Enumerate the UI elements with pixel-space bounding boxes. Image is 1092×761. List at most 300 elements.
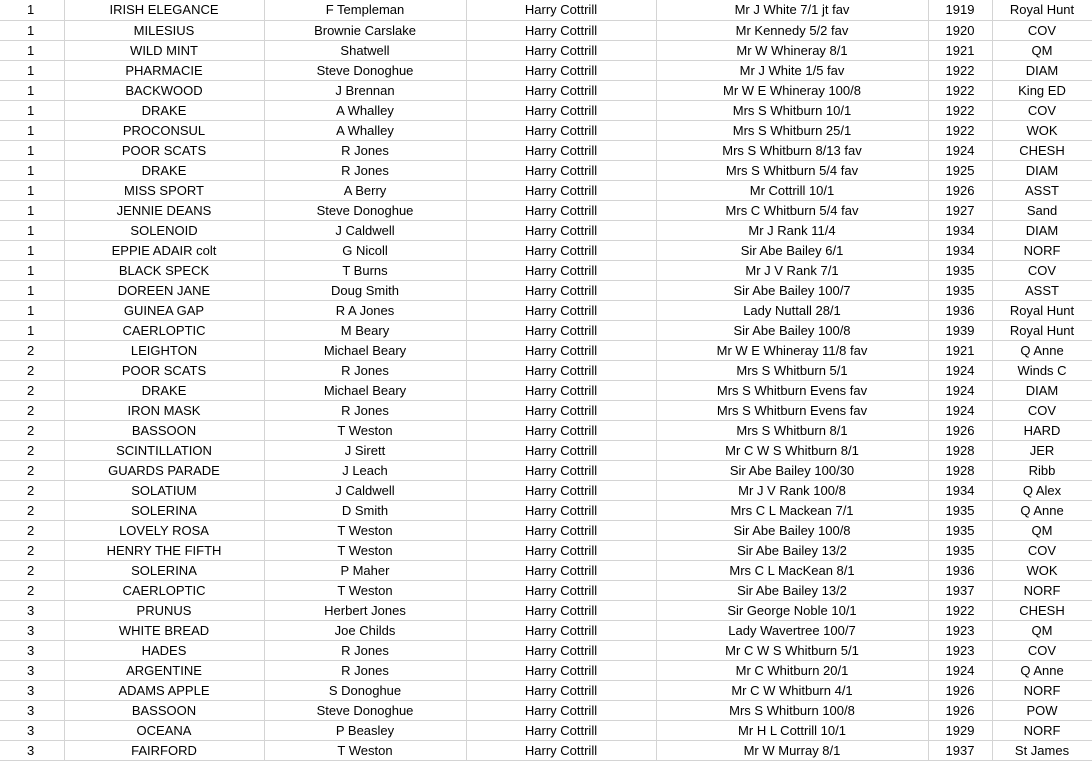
- horse-cell[interactable]: CAERLOPTIC: [64, 321, 264, 341]
- position-cell[interactable]: 1: [0, 301, 64, 321]
- position-cell[interactable]: 2: [0, 481, 64, 501]
- jockey-cell[interactable]: A Berry: [264, 181, 466, 201]
- race-cell[interactable]: ASST: [992, 281, 1092, 301]
- race-cell[interactable]: QM: [992, 41, 1092, 61]
- position-cell[interactable]: 1: [0, 181, 64, 201]
- trainer-cell[interactable]: Harry Cottrill: [466, 461, 656, 481]
- trainer-cell[interactable]: Harry Cottrill: [466, 301, 656, 321]
- position-cell[interactable]: 2: [0, 381, 64, 401]
- race-cell[interactable]: Sand: [992, 201, 1092, 221]
- table-row: [0, 721, 1092, 741]
- race-cell[interactable]: NORF: [992, 721, 1092, 741]
- horse-cell[interactable]: BLACK SPECK: [64, 261, 264, 281]
- owner-odds-cell[interactable]: Mr W Whineray 8/1: [656, 41, 928, 61]
- race-cell[interactable]: QM: [992, 621, 1092, 641]
- race-cell[interactable]: Q Anne: [992, 341, 1092, 361]
- table-row: [0, 181, 1092, 201]
- year-cell[interactable]: 1939: [928, 321, 992, 341]
- table-row: [0, 161, 1092, 181]
- jockey-cell[interactable]: P Beasley: [264, 721, 466, 741]
- race-cell[interactable]: COV: [992, 261, 1092, 281]
- owner-odds-cell[interactable]: Mr C W Whitburn 4/1: [656, 681, 928, 701]
- race-cell[interactable]: COV: [992, 641, 1092, 661]
- table-row: [0, 681, 1092, 701]
- position-cell[interactable]: 3: [0, 661, 64, 681]
- race-cell[interactable]: CHESH: [992, 601, 1092, 621]
- year-cell[interactable]: 1922: [928, 101, 992, 121]
- owner-odds-cell[interactable]: Lady Wavertree 100/7: [656, 621, 928, 641]
- jockey-cell[interactable]: Michael Beary: [264, 381, 466, 401]
- table-row: [0, 461, 1092, 481]
- jockey-cell[interactable]: Steve Donoghue: [264, 701, 466, 721]
- position-cell[interactable]: 2: [0, 341, 64, 361]
- trainer-cell[interactable]: Harry Cottrill: [466, 621, 656, 641]
- jockey-cell[interactable]: D Smith: [264, 501, 466, 521]
- owner-odds-cell[interactable]: Sir Abe Bailey 13/2: [656, 581, 928, 601]
- table-row: [0, 41, 1092, 61]
- race-cell[interactable]: POW: [992, 701, 1092, 721]
- year-cell[interactable]: 1922: [928, 61, 992, 81]
- trainer-cell[interactable]: Harry Cottrill: [466, 61, 656, 81]
- table-row: [0, 101, 1092, 121]
- race-cell[interactable]: Q Anne: [992, 501, 1092, 521]
- year-cell[interactable]: 1926: [928, 701, 992, 721]
- year-cell[interactable]: 1926: [928, 421, 992, 441]
- owner-odds-cell[interactable]: Mrs C Whitburn 5/4 fav: [656, 201, 928, 221]
- race-cell[interactable]: DIAM: [992, 221, 1092, 241]
- year-cell[interactable]: 1934: [928, 481, 992, 501]
- horse-cell[interactable]: LOVELY ROSA: [64, 521, 264, 541]
- trainer-cell[interactable]: Harry Cottrill: [466, 521, 656, 541]
- jockey-cell[interactable]: P Maher: [264, 561, 466, 581]
- jockey-cell[interactable]: T Weston: [264, 541, 466, 561]
- trainer-cell[interactable]: Harry Cottrill: [466, 181, 656, 201]
- race-cell[interactable]: Q Anne: [992, 661, 1092, 681]
- owner-odds-cell[interactable]: Mr Kennedy 5/2 fav: [656, 21, 928, 41]
- owner-odds-cell[interactable]: Mrs S Whitburn 8/13 fav: [656, 141, 928, 161]
- race-cell[interactable]: NORF: [992, 241, 1092, 261]
- owner-odds-cell[interactable]: Mr C W S Whitburn 8/1: [656, 441, 928, 461]
- trainer-cell[interactable]: Harry Cottrill: [466, 361, 656, 381]
- owner-odds-cell[interactable]: Mrs C L Mackean 7/1: [656, 501, 928, 521]
- position-cell[interactable]: 2: [0, 561, 64, 581]
- position-cell[interactable]: 1: [0, 321, 64, 341]
- table-row: [0, 81, 1092, 101]
- table-row: [0, 241, 1092, 261]
- position-cell[interactable]: 2: [0, 541, 64, 561]
- table-row: [0, 501, 1092, 521]
- horse-cell[interactable]: JENNIE DEANS: [64, 201, 264, 221]
- trainer-cell[interactable]: Harry Cottrill: [466, 261, 656, 281]
- horse-cell[interactable]: HADES: [64, 641, 264, 661]
- race-cell[interactable]: Royal Hunt: [992, 321, 1092, 341]
- owner-odds-cell[interactable]: Mrs S Whitburn 10/1: [656, 101, 928, 121]
- year-cell[interactable]: 1935: [928, 541, 992, 561]
- year-cell[interactable]: 1929: [928, 721, 992, 741]
- jockey-cell[interactable]: A Whalley: [264, 101, 466, 121]
- horse-cell[interactable]: IRISH ELEGANCE: [64, 0, 264, 21]
- jockey-cell[interactable]: Michael Beary: [264, 341, 466, 361]
- horse-cell[interactable]: MISS SPORT: [64, 181, 264, 201]
- horse-cell[interactable]: IRON MASK: [64, 401, 264, 421]
- trainer-cell[interactable]: Harry Cottrill: [466, 681, 656, 701]
- position-cell[interactable]: 2: [0, 401, 64, 421]
- jockey-cell[interactable]: R Jones: [264, 641, 466, 661]
- trainer-cell[interactable]: Harry Cottrill: [466, 281, 656, 301]
- horse-cell[interactable]: SOLERINA: [64, 561, 264, 581]
- trainer-cell[interactable]: Harry Cottrill: [466, 41, 656, 61]
- trainer-cell[interactable]: Harry Cottrill: [466, 501, 656, 521]
- year-cell[interactable]: 1936: [928, 561, 992, 581]
- table-row: [0, 581, 1092, 601]
- year-cell[interactable]: 1935: [928, 261, 992, 281]
- owner-odds-cell[interactable]: Sir Abe Bailey 100/7: [656, 281, 928, 301]
- table-row: [0, 621, 1092, 641]
- owner-odds-cell[interactable]: Sir Abe Bailey 100/30: [656, 461, 928, 481]
- race-cell[interactable]: King ED: [992, 81, 1092, 101]
- table-row: [0, 401, 1092, 421]
- jockey-cell[interactable]: Herbert Jones: [264, 601, 466, 621]
- trainer-cell[interactable]: Harry Cottrill: [466, 441, 656, 461]
- race-cell[interactable]: DIAM: [992, 161, 1092, 181]
- jockey-cell[interactable]: J Caldwell: [264, 221, 466, 241]
- year-cell[interactable]: 1927: [928, 201, 992, 221]
- table-row: [0, 441, 1092, 461]
- horse-cell[interactable]: FAIRFORD: [64, 741, 264, 761]
- position-cell[interactable]: 1: [0, 81, 64, 101]
- race-cell[interactable]: WOK: [992, 561, 1092, 581]
- race-cell[interactable]: Q Alex: [992, 481, 1092, 501]
- race-cell[interactable]: HARD: [992, 421, 1092, 441]
- trainer-cell[interactable]: Harry Cottrill: [466, 221, 656, 241]
- jockey-cell[interactable]: T Weston: [264, 521, 466, 541]
- jockey-cell[interactable]: Joe Childs: [264, 621, 466, 641]
- jockey-cell[interactable]: J Sirett: [264, 441, 466, 461]
- owner-odds-cell[interactable]: Mr C W S Whitburn 5/1: [656, 641, 928, 661]
- trainer-cell[interactable]: Harry Cottrill: [466, 601, 656, 621]
- owner-odds-cell[interactable]: Sir Abe Bailey 100/8: [656, 321, 928, 341]
- year-cell[interactable]: 1934: [928, 221, 992, 241]
- table-row: [0, 21, 1092, 41]
- trainer-cell[interactable]: Harry Cottrill: [466, 721, 656, 741]
- year-cell[interactable]: 1935: [928, 281, 992, 301]
- trainer-cell[interactable]: Harry Cottrill: [466, 561, 656, 581]
- jockey-cell[interactable]: R Jones: [264, 161, 466, 181]
- horse-cell[interactable]: BASSOON: [64, 701, 264, 721]
- horse-cell[interactable]: PRUNUS: [64, 601, 264, 621]
- year-cell[interactable]: 1926: [928, 681, 992, 701]
- year-cell[interactable]: 1922: [928, 601, 992, 621]
- owner-odds-cell[interactable]: Mr J V Rank 100/8: [656, 481, 928, 501]
- year-cell[interactable]: 1924: [928, 661, 992, 681]
- race-cell[interactable]: COV: [992, 21, 1092, 41]
- owner-odds-cell[interactable]: Mr Cottrill 10/1: [656, 181, 928, 201]
- owner-odds-cell[interactable]: Sir Abe Bailey 100/8: [656, 521, 928, 541]
- jockey-cell[interactable]: R Jones: [264, 661, 466, 681]
- horse-cell[interactable]: SOLATIUM: [64, 481, 264, 501]
- year-cell[interactable]: 1921: [928, 41, 992, 61]
- table-row: [0, 521, 1092, 541]
- horse-cell[interactable]: SOLERINA: [64, 501, 264, 521]
- position-cell[interactable]: 3: [0, 701, 64, 721]
- year-cell[interactable]: 1925: [928, 161, 992, 181]
- year-cell[interactable]: 1936: [928, 301, 992, 321]
- position-cell[interactable]: 3: [0, 621, 64, 641]
- owner-odds-cell[interactable]: Mr C Whitburn 20/1: [656, 661, 928, 681]
- race-cell[interactable]: NORF: [992, 681, 1092, 701]
- jockey-cell[interactable]: T Burns: [264, 261, 466, 281]
- owner-odds-cell[interactable]: Mrs S Whitburn 25/1: [656, 121, 928, 141]
- trainer-cell[interactable]: Harry Cottrill: [466, 341, 656, 361]
- table-row: [0, 421, 1092, 441]
- race-cell[interactable]: COV: [992, 101, 1092, 121]
- jockey-cell[interactable]: R Jones: [264, 401, 466, 421]
- owner-odds-cell[interactable]: Mr W E Whineray 100/8: [656, 81, 928, 101]
- owner-odds-cell[interactable]: Mrs S Whitburn 5/4 fav: [656, 161, 928, 181]
- trainer-cell[interactable]: Harry Cottrill: [466, 581, 656, 601]
- jockey-cell[interactable]: G Nicoll: [264, 241, 466, 261]
- horse-cell[interactable]: BACKWOOD: [64, 81, 264, 101]
- owner-odds-cell[interactable]: Mrs S Whitburn Evens fav: [656, 381, 928, 401]
- race-cell[interactable]: JER: [992, 441, 1092, 461]
- position-cell[interactable]: 1: [0, 121, 64, 141]
- owner-odds-cell[interactable]: Mrs S Whitburn Evens fav: [656, 401, 928, 421]
- race-cell[interactable]: QM: [992, 521, 1092, 541]
- trainer-cell[interactable]: Harry Cottrill: [466, 641, 656, 661]
- horse-cell[interactable]: POOR SCATS: [64, 141, 264, 161]
- table-row: [0, 361, 1092, 381]
- table-row: [0, 321, 1092, 341]
- trainer-cell[interactable]: Harry Cottrill: [466, 101, 656, 121]
- owner-odds-cell[interactable]: Mrs S Whitburn 100/8: [656, 701, 928, 721]
- jockey-cell[interactable]: J Leach: [264, 461, 466, 481]
- table-row: [0, 381, 1092, 401]
- owner-odds-cell[interactable]: Mrs S Whitburn 5/1: [656, 361, 928, 381]
- horse-cell[interactable]: DRAKE: [64, 101, 264, 121]
- table-row: [0, 301, 1092, 321]
- horse-cell[interactable]: DRAKE: [64, 161, 264, 181]
- jockey-cell[interactable]: R Jones: [264, 361, 466, 381]
- race-cell[interactable]: Ribb: [992, 461, 1092, 481]
- table-row: [0, 121, 1092, 141]
- owner-odds-cell[interactable]: Mr H L Cottrill 10/1: [656, 721, 928, 741]
- year-cell[interactable]: 1923: [928, 621, 992, 641]
- year-cell[interactable]: 1937: [928, 741, 992, 761]
- jockey-cell[interactable]: R A Jones: [264, 301, 466, 321]
- table-row: [0, 481, 1092, 501]
- year-cell[interactable]: 1926: [928, 181, 992, 201]
- jockey-cell[interactable]: Steve Donoghue: [264, 201, 466, 221]
- table-row: [0, 61, 1092, 81]
- horse-cell[interactable]: PHARMACIE: [64, 61, 264, 81]
- horse-cell[interactable]: DRAKE: [64, 381, 264, 401]
- position-cell[interactable]: 1: [0, 241, 64, 261]
- jockey-cell[interactable]: F Templeman: [264, 0, 466, 21]
- position-cell[interactable]: 1: [0, 201, 64, 221]
- year-cell[interactable]: 1935: [928, 521, 992, 541]
- horse-cell[interactable]: OCEANA: [64, 721, 264, 741]
- trainer-cell[interactable]: Harry Cottrill: [466, 161, 656, 181]
- horse-cell[interactable]: SOLENOID: [64, 221, 264, 241]
- race-cell[interactable]: St James: [992, 741, 1092, 761]
- owner-odds-cell[interactable]: Mr J Rank 11/4: [656, 221, 928, 241]
- position-cell[interactable]: 2: [0, 361, 64, 381]
- owner-odds-cell[interactable]: Sir Abe Bailey 13/2: [656, 541, 928, 561]
- table-row: [0, 561, 1092, 581]
- year-cell[interactable]: 1924: [928, 141, 992, 161]
- trainer-cell[interactable]: Harry Cottrill: [466, 481, 656, 501]
- jockey-cell[interactable]: Steve Donoghue: [264, 61, 466, 81]
- year-cell[interactable]: 1937: [928, 581, 992, 601]
- jockey-cell[interactable]: R Jones: [264, 141, 466, 161]
- year-cell[interactable]: 1920: [928, 21, 992, 41]
- owner-odds-cell[interactable]: Sir Abe Bailey 6/1: [656, 241, 928, 261]
- horse-cell[interactable]: SCINTILLATION: [64, 441, 264, 461]
- position-cell[interactable]: 1: [0, 0, 64, 21]
- horse-cell[interactable]: LEIGHTON: [64, 341, 264, 361]
- trainer-cell[interactable]: Harry Cottrill: [466, 401, 656, 421]
- year-cell[interactable]: 1921: [928, 341, 992, 361]
- jockey-cell[interactable]: A Whalley: [264, 121, 466, 141]
- position-cell[interactable]: 2: [0, 461, 64, 481]
- trainer-cell[interactable]: Harry Cottrill: [466, 21, 656, 41]
- owner-odds-cell[interactable]: Lady Nuttall 28/1: [656, 301, 928, 321]
- horse-cell[interactable]: EPPIE ADAIR colt: [64, 241, 264, 261]
- position-cell[interactable]: 1: [0, 141, 64, 161]
- race-cell[interactable]: NORF: [992, 581, 1092, 601]
- race-cell[interactable]: DIAM: [992, 381, 1092, 401]
- trainer-cell[interactable]: Harry Cottrill: [466, 0, 656, 21]
- table-row: [0, 701, 1092, 721]
- position-cell[interactable]: 3: [0, 601, 64, 621]
- table-row: [0, 261, 1092, 281]
- horse-cell[interactable]: ADAMS APPLE: [64, 681, 264, 701]
- trainer-cell[interactable]: Harry Cottrill: [466, 321, 656, 341]
- position-cell[interactable]: 3: [0, 681, 64, 701]
- position-cell[interactable]: 1: [0, 221, 64, 241]
- position-cell[interactable]: 3: [0, 641, 64, 661]
- jockey-cell[interactable]: Doug Smith: [264, 281, 466, 301]
- year-cell[interactable]: 1924: [928, 381, 992, 401]
- horse-cell[interactable]: WHITE BREAD: [64, 621, 264, 641]
- trainer-cell[interactable]: Harry Cottrill: [466, 421, 656, 441]
- owner-odds-cell[interactable]: Mr W E Whineray 11/8 fav: [656, 341, 928, 361]
- trainer-cell[interactable]: Harry Cottrill: [466, 541, 656, 561]
- trainer-cell[interactable]: Harry Cottrill: [466, 81, 656, 101]
- trainer-cell[interactable]: Harry Cottrill: [466, 701, 656, 721]
- race-cell[interactable]: CHESH: [992, 141, 1092, 161]
- position-cell[interactable]: 1: [0, 61, 64, 81]
- race-cell[interactable]: Winds C: [992, 361, 1092, 381]
- trainer-cell[interactable]: Harry Cottrill: [466, 241, 656, 261]
- position-cell[interactable]: 1: [0, 41, 64, 61]
- horse-cell[interactable]: ARGENTINE: [64, 661, 264, 681]
- year-cell[interactable]: 1922: [928, 121, 992, 141]
- trainer-cell[interactable]: Harry Cottrill: [466, 381, 656, 401]
- race-cell[interactable]: DIAM: [992, 61, 1092, 81]
- jockey-cell[interactable]: M Beary: [264, 321, 466, 341]
- position-cell[interactable]: 1: [0, 281, 64, 301]
- position-cell[interactable]: 1: [0, 261, 64, 281]
- year-cell[interactable]: 1928: [928, 461, 992, 481]
- trainer-cell[interactable]: Harry Cottrill: [466, 661, 656, 681]
- owner-odds-cell[interactable]: Mr J White 7/1 jt fav: [656, 0, 928, 21]
- trainer-cell[interactable]: Harry Cottrill: [466, 201, 656, 221]
- year-cell[interactable]: 1923: [928, 641, 992, 661]
- horse-cell[interactable]: MILESIUS: [64, 21, 264, 41]
- position-cell[interactable]: 2: [0, 421, 64, 441]
- year-cell[interactable]: 1924: [928, 361, 992, 381]
- year-cell[interactable]: 1935: [928, 501, 992, 521]
- horse-cell[interactable]: PROCONSUL: [64, 121, 264, 141]
- race-cell[interactable]: COV: [992, 541, 1092, 561]
- table-row: [0, 201, 1092, 221]
- year-cell[interactable]: 1919: [928, 0, 992, 21]
- trainer-cell[interactable]: Harry Cottrill: [466, 121, 656, 141]
- horse-cell[interactable]: DOREEN JANE: [64, 281, 264, 301]
- table-row: [0, 221, 1092, 241]
- race-cell[interactable]: WOK: [992, 121, 1092, 141]
- position-cell[interactable]: 2: [0, 501, 64, 521]
- jockey-cell[interactable]: T Weston: [264, 741, 466, 761]
- year-cell[interactable]: 1922: [928, 81, 992, 101]
- year-cell[interactable]: 1934: [928, 241, 992, 261]
- trainer-cell[interactable]: Harry Cottrill: [466, 141, 656, 161]
- race-cell[interactable]: Royal Hunt: [992, 301, 1092, 321]
- jockey-cell[interactable]: Shatwell: [264, 41, 466, 61]
- owner-odds-cell[interactable]: Mrs C L MacKean 8/1: [656, 561, 928, 581]
- owner-odds-cell[interactable]: Mr J White 1/5 fav: [656, 61, 928, 81]
- jockey-cell[interactable]: J Caldwell: [264, 481, 466, 501]
- position-cell[interactable]: 2: [0, 521, 64, 541]
- jockey-cell[interactable]: J Brennan: [264, 81, 466, 101]
- position-cell[interactable]: 2: [0, 581, 64, 601]
- owner-odds-cell[interactable]: Mr W Murray 8/1: [656, 741, 928, 761]
- horse-cell[interactable]: CAERLOPTIC: [64, 581, 264, 601]
- horse-cell[interactable]: POOR SCATS: [64, 361, 264, 381]
- table-row: [0, 741, 1092, 761]
- horse-cell[interactable]: HENRY THE FIFTH: [64, 541, 264, 561]
- jockey-cell[interactable]: S Donoghue: [264, 681, 466, 701]
- table-row: [0, 661, 1092, 681]
- position-cell[interactable]: 3: [0, 721, 64, 741]
- owner-odds-cell[interactable]: Mr J V Rank 7/1: [656, 261, 928, 281]
- position-cell[interactable]: 1: [0, 161, 64, 181]
- owner-odds-cell[interactable]: Sir George Noble 10/1: [656, 601, 928, 621]
- jockey-cell[interactable]: T Weston: [264, 581, 466, 601]
- position-cell[interactable]: 1: [0, 21, 64, 41]
- race-cell[interactable]: Royal Hunt: [992, 0, 1092, 21]
- horse-cell[interactable]: GUINEA GAP: [64, 301, 264, 321]
- race-cell[interactable]: ASST: [992, 181, 1092, 201]
- horse-cell[interactable]: WILD MINT: [64, 41, 264, 61]
- position-cell[interactable]: 1: [0, 101, 64, 121]
- jockey-cell[interactable]: T Weston: [264, 421, 466, 441]
- year-cell[interactable]: 1928: [928, 441, 992, 461]
- position-cell[interactable]: 2: [0, 441, 64, 461]
- trainer-cell[interactable]: Harry Cottrill: [466, 741, 656, 761]
- owner-odds-cell[interactable]: Mrs S Whitburn 8/1: [656, 421, 928, 441]
- table-row: [0, 281, 1092, 301]
- table-row: [0, 541, 1092, 561]
- race-cell[interactable]: COV: [992, 401, 1092, 421]
- year-cell[interactable]: 1924: [928, 401, 992, 421]
- horse-cell[interactable]: BASSOON: [64, 421, 264, 441]
- table-row: [0, 601, 1092, 621]
- position-cell[interactable]: 3: [0, 741, 64, 761]
- horse-cell[interactable]: GUARDS PARADE: [64, 461, 264, 481]
- jockey-cell[interactable]: Brownie Carslake: [264, 21, 466, 41]
